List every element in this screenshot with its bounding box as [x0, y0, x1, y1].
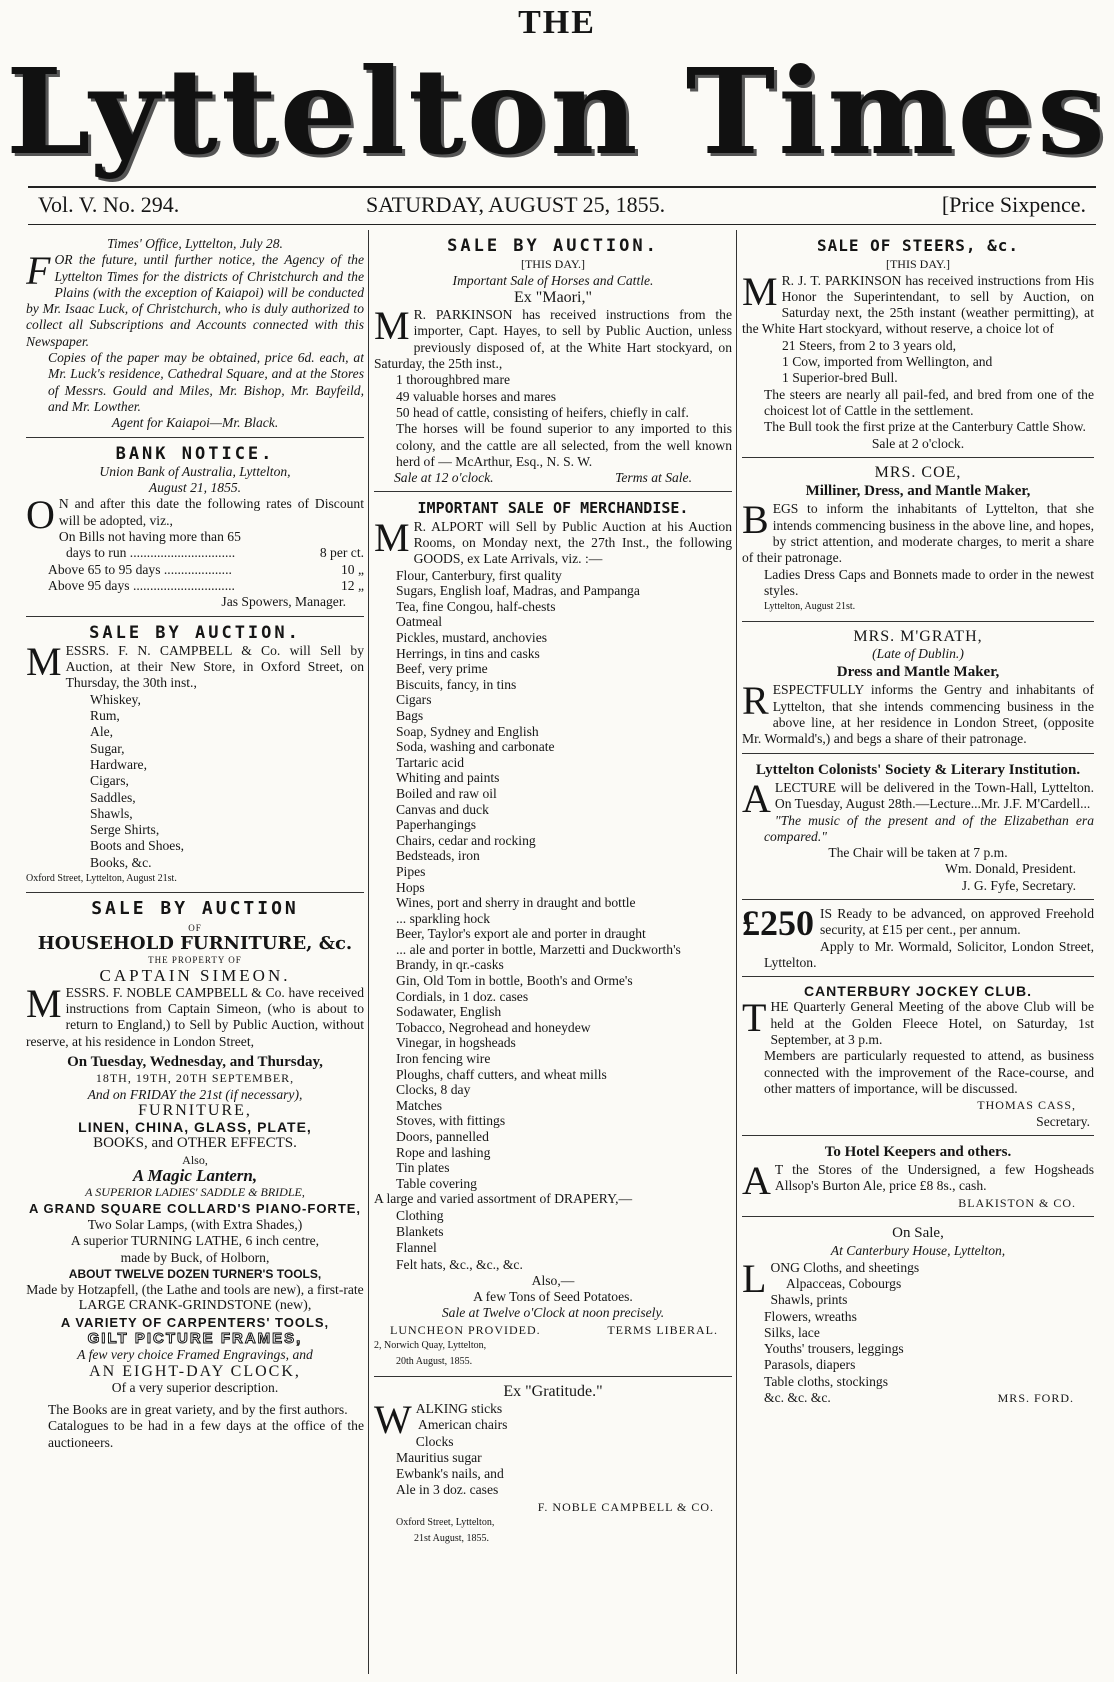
- merchandise-date: 20th August, 1855.: [396, 1356, 473, 1368]
- list-item: Youths' trousers, leggings: [764, 1341, 904, 1357]
- campbell-title: SALE BY AUCTION.: [89, 622, 301, 643]
- bank-notice: [26, 442, 364, 617]
- colonists-secretary: J. G. Fyfe, Secretary.: [961, 877, 1076, 893]
- parkinson-thisday: [THIS DAY.]: [520, 257, 585, 272]
- list-item: Brandy, in qr.-casks: [396, 957, 504, 973]
- furniture-saddle: A SUPERIOR LADIES' SADDLE & BRIDLE,: [85, 1185, 305, 1200]
- list-item: Ploughs, chaff cutters, and wheat mills: [396, 1066, 607, 1082]
- list-item: 1 Cow, imported from Wellington, and: [782, 354, 993, 370]
- list-item: Hardware,: [90, 756, 147, 772]
- drop-cap: M: [742, 268, 778, 314]
- steers-thisday: [THIS DAY.]: [885, 257, 950, 272]
- coe-text: EGS to inform the inhabitants of Lyttelton, that she intends commencing business in the above line, and hopes, by strict attention, and moderate charges, to merit a share of their patronage.: [742, 501, 1094, 566]
- list-item: Bags: [396, 707, 424, 723]
- agency-kaiapoi: Agent for Kaiapoi—Mr. Black.: [111, 415, 279, 431]
- jockey-notice: [742, 981, 1094, 1136]
- list-item: Chairs, cedar and rocking: [396, 832, 536, 848]
- list-item: Alpacceas, Cobourgs: [786, 1275, 902, 1291]
- list-item: Doors, pannelled: [396, 1129, 489, 1145]
- coe-text2: Ladies Dress Caps and Bonnets made to order in the newest styles.: [764, 566, 1094, 598]
- jockey-text: HE Quarterly General Meeting of the above Club will be held at the Golden Fleece Hotel, on Saturday, 1st September, at 3 p.m.: [770, 999, 1094, 1048]
- drop-cap: M: [26, 638, 62, 684]
- list-item: Felt hats, &c., &c., &c.: [396, 1256, 523, 1272]
- furniture-clock: AN EIGHT-DAY CLOCK,: [89, 1362, 301, 1380]
- column-3: [742, 234, 1094, 1674]
- gratitude-signature: F. NOBLE CAMPBELL & CO.: [537, 1499, 714, 1514]
- list-item: Vinegar, in hogsheads: [396, 1035, 516, 1051]
- rate-label: Above 95 days ..............................: [48, 577, 235, 593]
- furniture-booksnote: The Books are in great variety, and by the first authors.: [48, 1402, 348, 1418]
- merchandise-terms: TERMS LIBERAL.: [607, 1322, 718, 1337]
- list-item: Matches: [396, 1097, 443, 1113]
- gratitude-address: Oxford Street, Lyttelton,: [396, 1517, 495, 1529]
- merchandise-sale: [374, 496, 732, 1376]
- gratitude-notice: [374, 1381, 732, 1553]
- list-item: Ewbank's nails, and: [396, 1466, 504, 1482]
- steers-text2: The steers are nearly all pail-fed, and bred from one of the choicest lot of Cattle in the settlement.: [764, 386, 1094, 418]
- rate-value: 8 per ct.: [319, 545, 364, 561]
- drop-cap: A: [742, 775, 771, 821]
- list-item: Soap, Sydney and English: [396, 723, 539, 739]
- list-item: Beer, Taylor's export ale and porter in draught: [396, 926, 646, 942]
- parkinson-saleat: Sale at 12 o'clock.: [394, 470, 494, 486]
- colonists-title: Lyttelton Colonists' Society & Literary Institution.: [755, 761, 1081, 778]
- list-item: Ale,: [90, 724, 114, 740]
- steers-sale: [742, 234, 1094, 458]
- merchandise-saleat: Sale at Twelve o'Clock at noon precisely.: [441, 1305, 665, 1321]
- furniture-days: On Tuesday, Wednesday, and Thursday,: [67, 1053, 323, 1070]
- drop-cap: W: [374, 1396, 412, 1442]
- list-item: Oatmeal: [396, 614, 443, 630]
- furniture-holtz: Made by Hotzapfell, (the Lathe and tools are new), a first-rate: [26, 1282, 364, 1298]
- merchandise-seed: A few Tons of Seed Potatoes.: [473, 1289, 633, 1305]
- money-apply: Apply to Mr. Wormald, Solicitor, London Street, Lyttelton.: [764, 938, 1094, 970]
- furniture-lathe-maker: made by Buck, of Holborn,: [120, 1249, 270, 1265]
- drop-cap: T: [742, 995, 767, 1041]
- dateline-rule: [28, 224, 1096, 225]
- onsale-signature: MRS. FORD.: [997, 1391, 1074, 1405]
- steers-saleat: Sale at 2 o'clock.: [871, 435, 965, 451]
- loan-amount: £250: [742, 902, 814, 943]
- list-item: Sodawater, English: [396, 1004, 502, 1020]
- agency-dateline: Times' Office, Lyttelton, July 28.: [107, 236, 283, 251]
- furniture-gilt: GILT PICTURE FRAMES,: [87, 1330, 303, 1347]
- list-item: Tea, fine Congou, half-chests: [396, 598, 556, 614]
- hotel-signature: BLAKISTON & CO.: [958, 1195, 1076, 1210]
- masthead-the: THE: [518, 4, 596, 41]
- furniture-desc: Of a very superior description.: [111, 1379, 279, 1395]
- steers-text: R. J. T. PARKINSON has received instructions from His Honor the Superintendant, to sell by Auction, on Saturday next, the 25th instant (weather permitting), at the White Hart stockyard, without reserve, a choice lot of: [742, 272, 1094, 337]
- campbell-foot: Oxford Street, Lyttelton, August 21st.: [26, 872, 177, 884]
- drop-cap: L: [742, 1255, 767, 1301]
- onsale-title: On Sale,: [892, 1225, 944, 1242]
- furniture-lamps: Two Solar Lamps, (with Extra Shades,): [87, 1216, 303, 1232]
- list-item: Parasols, diapers: [764, 1357, 856, 1373]
- drop-cap: F: [26, 248, 51, 294]
- campbell-text: ESSRS. F. N. CAMPBELL & Co. will Sell by Auction, at their New Store, in Oxford Street, on Thursday, the 30th inst.,: [65, 642, 364, 691]
- furniture-carp: A VARIETY OF CARPENTERS' TOOLS,: [60, 1314, 330, 1330]
- list-item: Soda, washing and carbonate: [396, 739, 555, 755]
- bank-date: August 21, 1855.: [148, 480, 242, 496]
- list-item: Shawls,: [90, 805, 133, 821]
- list-item: 21 Steers, from 2 to 3 years old,: [782, 337, 957, 353]
- drop-cap: M: [374, 303, 410, 349]
- list-item: Tin plates: [396, 1160, 450, 1176]
- furniture-books: BOOKS, and OTHER EFFECTS.: [93, 1135, 297, 1152]
- list-item: Iron fencing wire: [396, 1051, 491, 1067]
- gratitude-title: Ex "Gratitude.": [503, 1382, 603, 1400]
- list-item: Rum,: [90, 708, 120, 724]
- parkinson-terms: Terms at Sale.: [615, 470, 692, 486]
- bank-text: N and after this date the following rates of Discount will be adopted, viz.,: [58, 496, 364, 528]
- list-item: Cigars: [396, 692, 432, 708]
- hotel-text: T the Stores of the Undersigned, a few Hogsheads Allsop's Burton Ale, price £8 8s., cash.: [774, 1162, 1094, 1194]
- bank-line: On Bills not having more than 65: [58, 529, 241, 545]
- column-1: [26, 234, 364, 1674]
- list-item: Bedsteads, iron: [396, 848, 480, 864]
- merchandise-also: Also,—: [531, 1272, 575, 1288]
- bank-title: BANK NOTICE.: [115, 443, 275, 464]
- column-divider: [736, 230, 737, 1674]
- masthead-rule: [28, 186, 1096, 188]
- coe-notice: [742, 462, 1094, 622]
- jockey-title: CANTERBURY JOCKEY CLUB.: [803, 983, 1033, 1000]
- list-item: Wines, port and sherry in draught and bottle: [396, 895, 636, 911]
- onsale-notice: [742, 1221, 1094, 1411]
- parkinson-sale: [374, 234, 732, 492]
- parkinson-important: Important Sale of Horses and Cattle.: [452, 272, 654, 288]
- list-item: Whiskey,: [90, 691, 141, 707]
- list-item: Flowers, wreaths: [764, 1308, 857, 1324]
- list-item: ... ale and porter in bottle, Marzetti and Duckworth's: [396, 941, 681, 957]
- list-item: Gin, Old Tom in bottle, Booth's and Orme's: [396, 973, 633, 989]
- list-item: Books, &c.: [90, 854, 152, 870]
- list-item: Clocks: [415, 1433, 454, 1449]
- coe-sub: Milliner, Dress, and Mantle Maker,: [805, 483, 1031, 500]
- furniture-piano: A GRAND SQUARE COLLARD'S PIANO-FORTE,: [28, 1200, 362, 1216]
- list-item: 49 valuable horses and mares: [396, 388, 557, 404]
- issue-date: SATURDAY, AUGUST 25, 1855.: [366, 192, 666, 217]
- list-item: Sugar,: [90, 740, 125, 756]
- furniture-text: ESSRS. F. NOBLE CAMPBELL & Co. have received instructions from Captain Simeon, (who is about to return to England,) to Sell by Public Auction, without reserve, at his residence in London Street,: [26, 984, 364, 1049]
- rate-label: days to run ...............................: [66, 545, 236, 561]
- list-item: American chairs: [418, 1417, 508, 1433]
- steers-title: SALE OF STEERS, &c.: [816, 236, 1020, 255]
- list-item: Tartaric acid: [396, 754, 465, 770]
- list-item: Sugars, English loaf, Madras, and Pampanga: [396, 583, 640, 599]
- list-item: ... sparkling hock: [396, 910, 491, 926]
- furniture-title: SALE BY AUCTION: [91, 898, 299, 920]
- furniture-furn: FURNITURE,: [138, 1101, 252, 1119]
- gratitude-text: ALKING sticks: [415, 1400, 503, 1416]
- list-item: Clocks, 8 day: [396, 1082, 471, 1098]
- list-item: Boiled and raw oil: [396, 785, 497, 801]
- list-item: Blankets: [396, 1223, 444, 1239]
- agency-copies: Copies of the paper may be obtained, price 6d. each, at Mr. Luck's residence, Cathedral Square, and at the Stores of Messrs. Gould and Miles, Mr. Bishop, Mr. Bayfeild, and Mr. Lowther.: [48, 350, 364, 414]
- coe-foot: Lyttelton, August 21st.: [764, 601, 856, 613]
- bank-signature: Jas Spowers, Manager.: [221, 594, 346, 610]
- mcgrath-notice: [742, 626, 1094, 754]
- mcgrath-title: MRS. M'GRATH,: [853, 627, 983, 645]
- furniture-dates: 18TH, 19TH, 20TH SEPTEMBER,: [95, 1071, 295, 1086]
- steers-text3: The Bull took the first prize at the Canterbury Cattle Show.: [764, 419, 1086, 435]
- list-item: Clothing: [396, 1207, 444, 1223]
- dateline: [28, 192, 1096, 224]
- list-item: Table covering: [396, 1175, 477, 1191]
- money-text: IS Ready to be advanced, on approved Freehold security, at £15 per cent., per annum.: [820, 905, 1094, 938]
- list-item: Flannel: [396, 1240, 437, 1256]
- merchandise-text: R. ALPORT will Sell by Public Auction at his Auction Rooms, on Monday next, the 27th Inst., the following GOODS, ex Late Arrivals, viz. :—: [413, 518, 732, 567]
- merchandise-address: 2, Norwich Quay, Lyttelton,: [374, 1340, 487, 1352]
- list-item: Pipes: [396, 863, 426, 879]
- list-item: Saddles,: [90, 789, 136, 805]
- drop-cap: M: [374, 514, 410, 560]
- furniture-crank: LARGE CRANK-GRINDSTONE (new),: [78, 1298, 312, 1314]
- jockey-text2: Members are particularly requested to attend, as business connected with the improvement of the Race-course, and other matters of importance, will be discussed.: [764, 1048, 1094, 1096]
- list-item: Shawls, prints: [770, 1292, 848, 1308]
- merchandise-lunch: LUNCHEON PROVIDED.: [390, 1322, 541, 1337]
- agency-notice: [26, 234, 364, 438]
- list-item: Boots and Shoes,: [90, 838, 185, 854]
- furniture-of: OF: [188, 922, 202, 933]
- drop-cap: A: [742, 1158, 771, 1204]
- furniture-captain: CAPTAIN SIMEON.: [99, 966, 291, 986]
- list-item: Canvas and duck: [396, 801, 489, 817]
- list-item: 1 thoroughbred mare: [396, 372, 511, 388]
- gratitude-date: 21st August, 1855.: [414, 1533, 490, 1545]
- list-item: Whiting and paints: [396, 770, 500, 786]
- newspaper-title: Lyttelton Times: [6, 42, 1108, 181]
- drop-cap: M: [26, 980, 62, 1026]
- list-item: Ale in 3 doz. cases: [396, 1482, 499, 1498]
- furniture-also: Also,: [182, 1152, 208, 1167]
- drop-cap: R: [742, 678, 769, 724]
- masthead: [0, 0, 1114, 182]
- colonists-text: LECTURE will be delivered in the Town-Hall, Lyttelton. On Tuesday, August 28th.—Lecture...Mr. J.F. M'Cardell...: [774, 779, 1094, 812]
- list-item: Tobacco, Negrohead and honeydew: [396, 1019, 591, 1035]
- mcgrath-late: (Late of Dublin.): [872, 645, 964, 661]
- furniture-prop: THE PROPERTY OF: [148, 955, 242, 966]
- colonists-quote: "The music of the present and of the Elizabethan era compared.": [764, 812, 1094, 844]
- mcgrath-sub: Dress and Mantle Maker,: [836, 664, 1000, 681]
- furniture-linen: LINEN, CHINA, GLASS, PLATE,: [78, 1119, 312, 1136]
- mcgrath-text: ESPECTFULLY informs the Gentry and inhabitants of Lyttelton, that she intends commencing business in the above line, at her residence in London Street, (opposite Mr. Wormald's,) and begs a share of their patronage.: [742, 682, 1094, 747]
- list-item: Cordials, in 1 doz. cases: [396, 988, 529, 1004]
- bank-sub: Union Bank of Australia, Lyttelton,: [99, 463, 291, 479]
- parkinson-ex: Ex "Maori,": [514, 288, 592, 306]
- list-item: Biscuits, fancy, in tins: [396, 676, 517, 692]
- list-item: Rope and lashing: [396, 1144, 491, 1160]
- onsale-text: ONG Cloths, and sheetings: [770, 1259, 920, 1275]
- list-item: Flour, Canterbury, first quality: [396, 567, 562, 583]
- list-item: Serge Shirts,: [90, 822, 160, 838]
- list-item: Silks, lace: [764, 1324, 820, 1340]
- campbell-sale: [26, 621, 364, 894]
- hotel-notice: [742, 1140, 1094, 1217]
- coe-title: MRS. COE,: [874, 463, 962, 481]
- list-item: Herrings, in tins and casks: [396, 645, 540, 661]
- list-item: Beef, very prime: [396, 661, 488, 677]
- rate-value: 12 „: [340, 577, 364, 593]
- colonists-chair: The Chair will be taken at 7 p.m.: [828, 845, 1008, 861]
- list-item: Hops: [396, 879, 425, 895]
- furniture-catalogues: Catalogues to be had in a few days at the office of the auctioneers.: [48, 1418, 364, 1450]
- furniture-head: HOUSEHOLD FURNITURE, &c.: [37, 932, 353, 954]
- list-item: Cigars,: [90, 773, 129, 789]
- agency-text: OR the future, until further notice, the Agency of the Lyttelton Times for the districts of Christchurch and the Plains (with the exception of Kaiapoi) will be conducted by Mr. Isaac Luck, of Christchurch, who is duly authorized to collect all Subscriptions and Accounts connected with this Newspaper.: [26, 252, 364, 349]
- onsale-etc: &c. &c. &c.: [764, 1390, 831, 1405]
- volume-number: Vol. V. No. 294.: [38, 192, 180, 217]
- list-item: Table cloths, stockings: [764, 1373, 889, 1389]
- parkinson-title: SALE BY AUCTION.: [447, 236, 659, 256]
- jockey-secretary: Secretary.: [1036, 1113, 1090, 1129]
- list-item: 50 head of cattle, consisting of heifers, chiefly in calf.: [396, 404, 689, 420]
- furniture-lantern: A Magic Lantern,: [132, 1166, 258, 1186]
- rate-label: Above 65 to 95 days ....................: [48, 561, 232, 577]
- furniture-sale: [26, 897, 364, 1456]
- furniture-tools: ABOUT TWELVE DOZEN TURNER'S TOOLS,: [68, 1266, 322, 1281]
- hotel-title: To Hotel Keepers and others.: [824, 1143, 1012, 1160]
- drop-cap: B: [742, 497, 769, 543]
- furniture-friday: And on FRIDAY the 21st (if necessary),: [87, 1086, 303, 1102]
- drop-cap: O: [26, 492, 55, 538]
- list-item: Mauritius sugar: [396, 1449, 482, 1465]
- rate-value: 10 „: [340, 561, 364, 577]
- column-divider: [368, 230, 369, 1674]
- parkinson-text2: The horses will be found superior to any imported to this colony, and the cattle are all selected, from the well known herd of — McArthur, Esq., N. S. W.: [396, 421, 732, 469]
- parkinson-text: R. PARKINSON has received instructions from the importer, Capt. Hayes, to sell by Public Auction, unless previously disposed of, at the White Hart stockyard, on Saturday, the 25th inst.,: [374, 307, 732, 372]
- merchandise-drapery: A large and varied assortment of DRAPERY,—: [374, 1191, 633, 1207]
- list-item: Pickles, mustard, anchovies: [396, 630, 548, 646]
- list-item: Paperhangings: [396, 817, 477, 833]
- colonists-notice: [742, 758, 1094, 900]
- furniture-engravings: A few very choice Framed Engravings, and: [77, 1347, 313, 1363]
- list-item: Stoves, with fittings: [396, 1113, 506, 1129]
- money-notice: [742, 904, 1094, 977]
- price: [Price Sixpence.: [941, 192, 1086, 217]
- column-2: [374, 234, 732, 1674]
- jockey-signature: THOMAS CASS,: [977, 1098, 1076, 1113]
- onsale-at: At Canterbury House, Lyttelton,: [830, 1243, 1006, 1259]
- colonists-president: Wm. Donald, President.: [944, 861, 1076, 877]
- merchandise-title: IMPORTANT SALE OF MERCHANDISE.: [417, 499, 689, 518]
- furniture-lathe: A superior TURNING LATHE, 6 inch centre,: [70, 1233, 320, 1249]
- list-item: 1 Superior-bred Bull.: [782, 370, 898, 386]
